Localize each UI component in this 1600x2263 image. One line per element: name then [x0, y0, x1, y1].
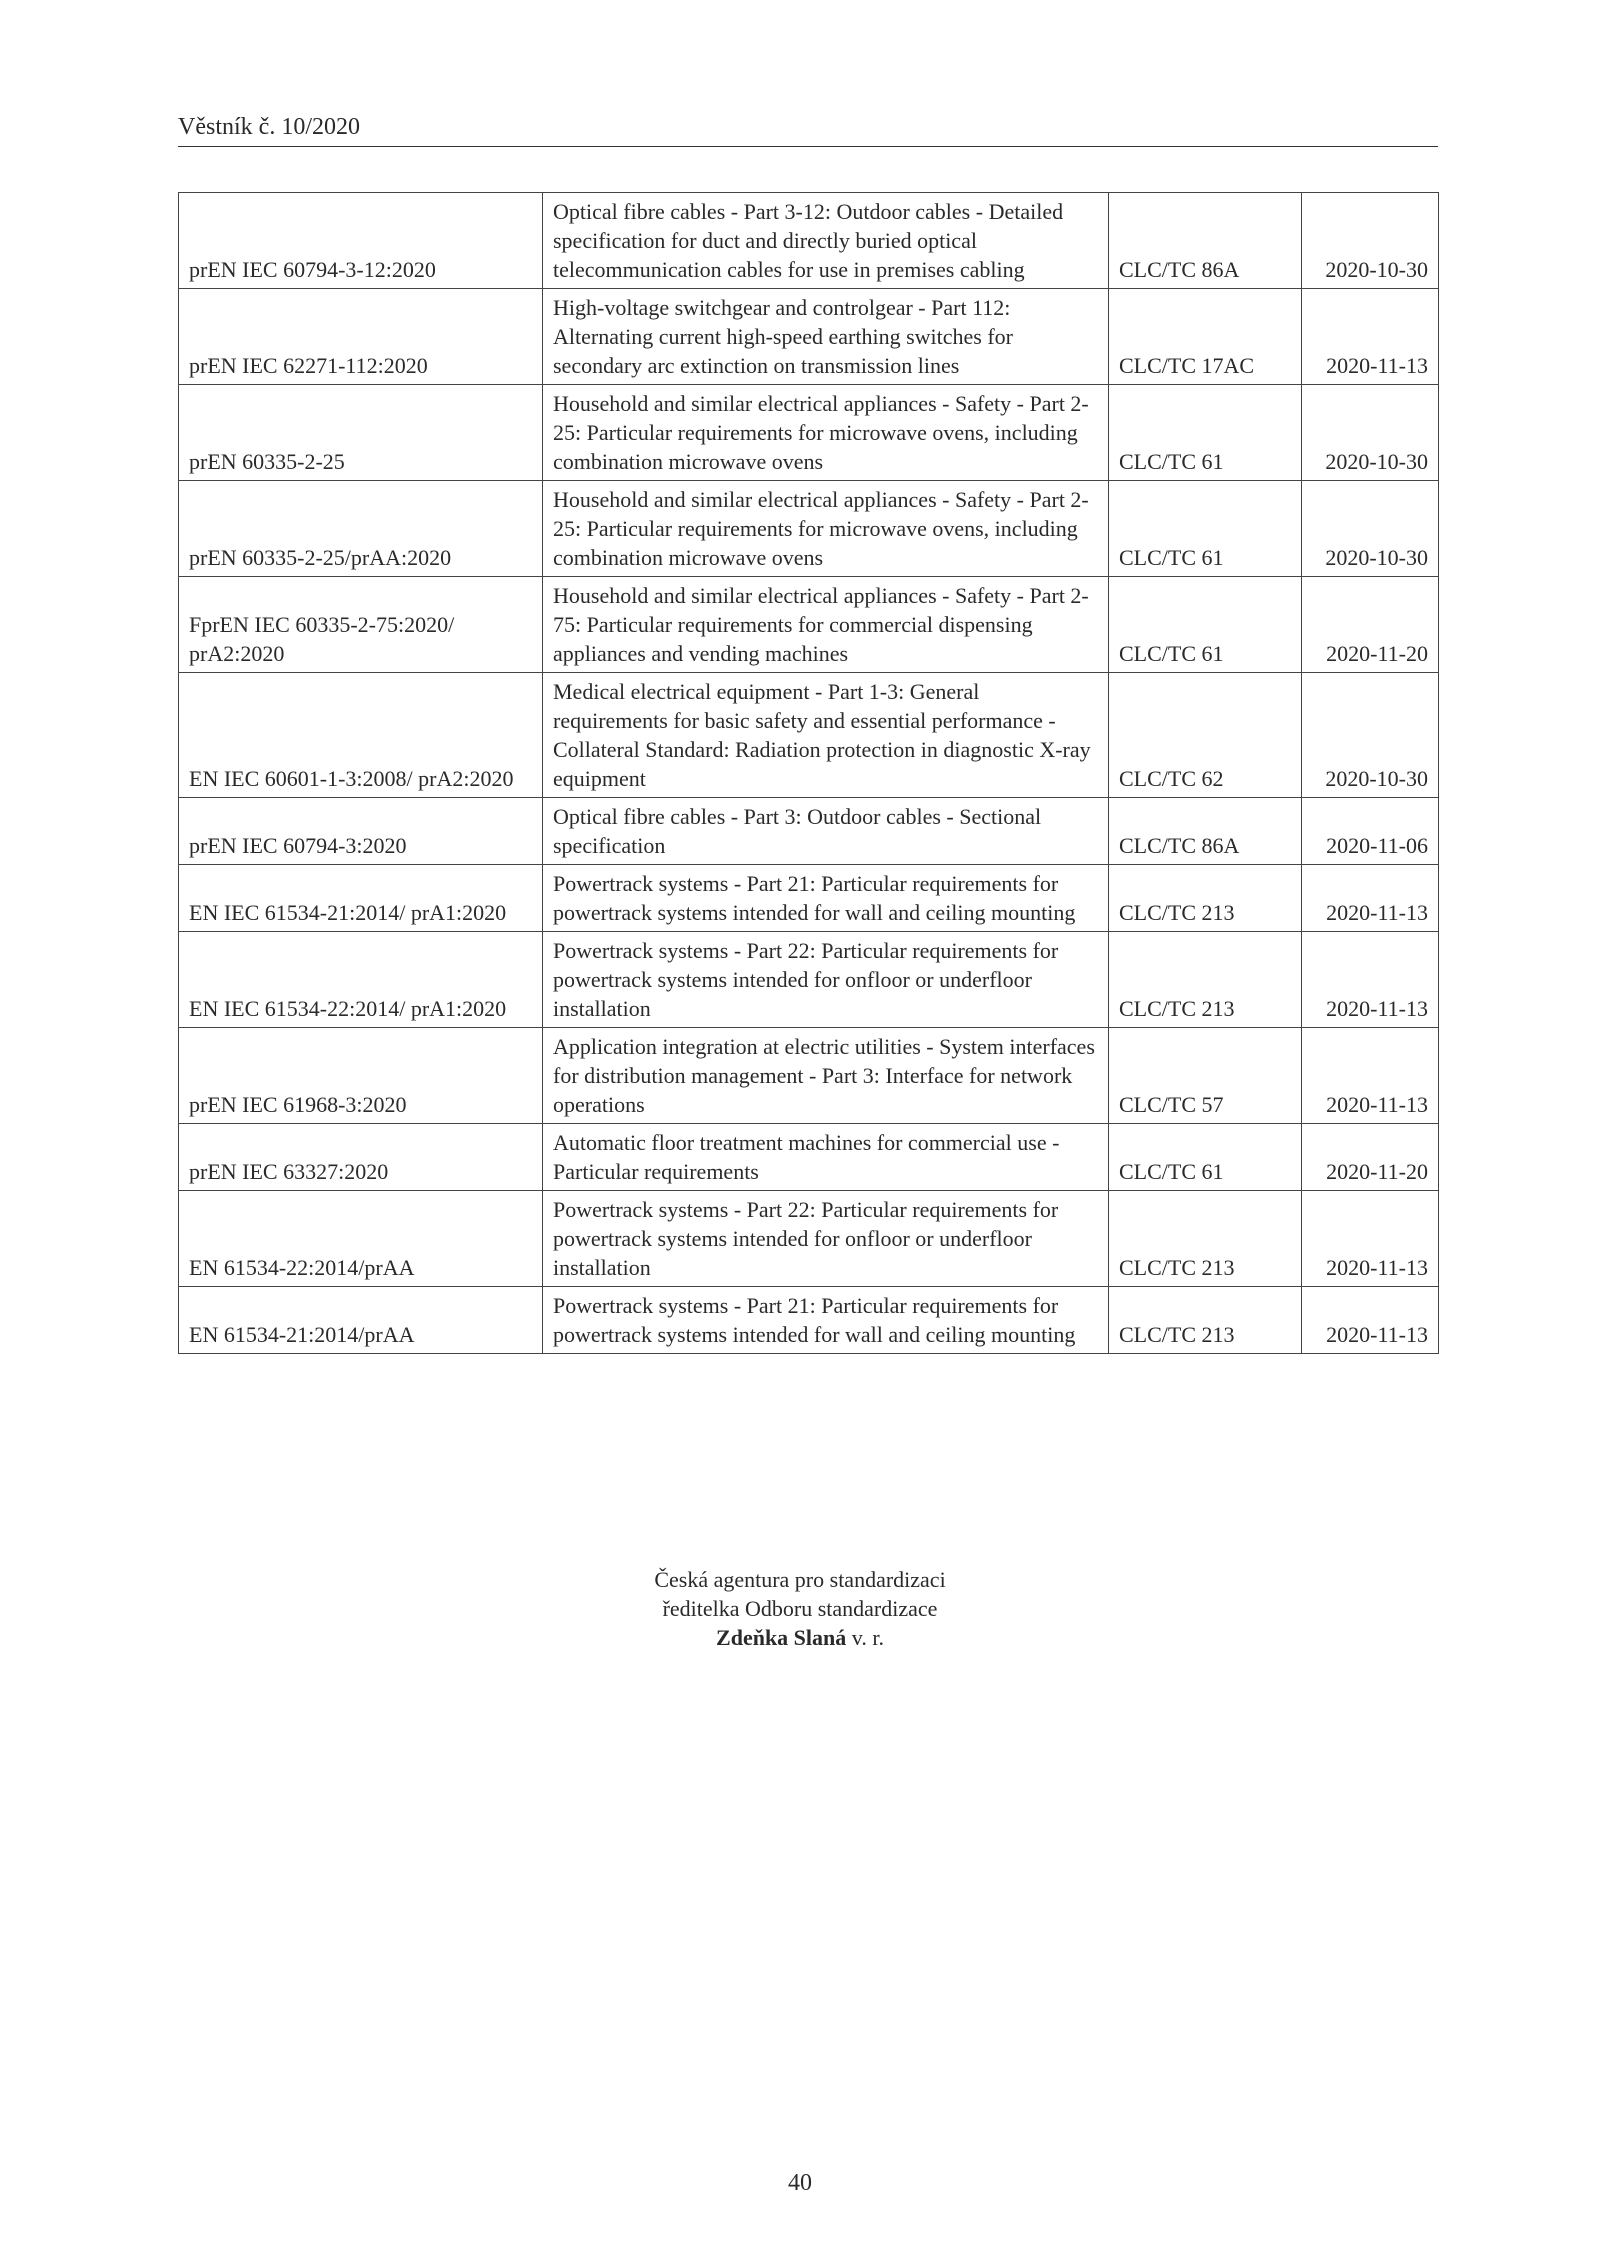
standard-title: Household and similar electrical appliances - Safety - Part 2-25: Particular requirements for microwave ovens, including combination microwave ovens [543, 481, 1109, 577]
technical-committee: CLC/TC 213 [1109, 865, 1302, 932]
standard-code: EN IEC 61534-21:2014/ prA1:2020 [179, 865, 543, 932]
signature-name: Zdeňka Slaná [716, 1625, 847, 1650]
standard-code: prEN IEC 62271-112:2020 [179, 289, 543, 385]
technical-committee: CLC/TC 86A [1109, 798, 1302, 865]
technical-committee: CLC/TC 61 [1109, 1124, 1302, 1191]
signature-suffix: v. r. [846, 1625, 884, 1650]
deadline-date: 2020-11-13 [1302, 865, 1439, 932]
table-row [179, 1287, 1439, 1354]
deadline-date: 2020-11-13 [1302, 1191, 1439, 1287]
deadline-date: 2020-10-30 [1302, 481, 1439, 577]
standard-title: Optical fibre cables - Part 3: Outdoor cables - Sectional specification [543, 798, 1109, 865]
standard-title: Household and similar electrical appliances - Safety - Part 2-25: Particular requirements for microwave ovens, including combination microwave ovens [543, 385, 1109, 481]
standard-title: Powertrack systems - Part 21: Particular requirements for powertrack systems intended for wall and ceiling mounting [543, 1287, 1109, 1354]
standard-code: FprEN IEC 60335-2-75:2020/ prA2:2020 [179, 577, 543, 673]
deadline-date: 2020-10-30 [1302, 385, 1439, 481]
table-row [179, 481, 1439, 577]
standard-title: Powertrack systems - Part 21: Particular requirements for powertrack systems intended for wall and ceiling mounting [543, 865, 1109, 932]
technical-committee: CLC/TC 213 [1109, 932, 1302, 1028]
deadline-date: 2020-10-30 [1302, 673, 1439, 798]
standards-table [178, 192, 1439, 1354]
technical-committee: CLC/TC 61 [1109, 577, 1302, 673]
deadline-date: 2020-11-13 [1302, 289, 1439, 385]
table-row [179, 1191, 1439, 1287]
table-row [179, 798, 1439, 865]
table-row [179, 865, 1439, 932]
technical-committee: CLC/TC 57 [1109, 1028, 1302, 1124]
standard-code: EN IEC 61534-22:2014/ prA1:2020 [179, 932, 543, 1028]
technical-committee: CLC/TC 62 [1109, 673, 1302, 798]
signature-block [0, 1565, 1600, 1652]
publication-title: Věstník č. 10/2020 [178, 114, 360, 140]
standard-code: prEN 60335-2-25 [179, 385, 543, 481]
table-row [179, 1028, 1439, 1124]
standard-code: EN IEC 60601-1-3:2008/ prA2:2020 [179, 673, 543, 798]
deadline-date: 2020-11-13 [1302, 1287, 1439, 1354]
table-row [179, 385, 1439, 481]
technical-committee: CLC/TC 86A [1109, 193, 1302, 289]
standard-title: Powertrack systems - Part 22: Particular requirements for powertrack systems intended for onfloor or underfloor installation [543, 1191, 1109, 1287]
standard-code: prEN 60335-2-25/prAA:2020 [179, 481, 543, 577]
standard-title: Optical fibre cables - Part 3-12: Outdoor cables - Detailed specification for duct and directly buried optical telecommunication cables for use in premises cabling [543, 193, 1109, 289]
signature-line [0, 1623, 1600, 1652]
table-row [179, 577, 1439, 673]
table-row [179, 1124, 1439, 1191]
deadline-date: 2020-11-20 [1302, 1124, 1439, 1191]
technical-committee: CLC/TC 61 [1109, 385, 1302, 481]
standard-code: prEN IEC 61968-3:2020 [179, 1028, 543, 1124]
signature-position: ředitelka Odboru standardizace [662, 1596, 938, 1621]
table-row [179, 673, 1439, 798]
standard-code: prEN IEC 60794-3:2020 [179, 798, 543, 865]
technical-committee: CLC/TC 61 [1109, 481, 1302, 577]
deadline-date: 2020-11-13 [1302, 1028, 1439, 1124]
standard-code: EN 61534-22:2014/prAA [179, 1191, 543, 1287]
deadline-date: 2020-10-30 [1302, 193, 1439, 289]
page-header [178, 112, 1438, 147]
standard-title: Automatic floor treatment machines for commercial use - Particular requirements [543, 1124, 1109, 1191]
standard-title: Medical electrical equipment - Part 1-3: General requirements for basic safety and essential performance - Collateral Standard: Radiation protection in diagnostic X-ray equipment [543, 673, 1109, 798]
standard-title: Application integration at electric utilities - System interfaces for distribution management - Part 3: Interface for network operations [543, 1028, 1109, 1124]
table-row [179, 289, 1439, 385]
standards-table-body [179, 193, 1439, 1354]
standard-code: prEN IEC 60794-3-12:2020 [179, 193, 543, 289]
page-number: 40 [788, 2170, 812, 2196]
standard-title: Powertrack systems - Part 22: Particular requirements for powertrack systems intended for onfloor or underfloor installation [543, 932, 1109, 1028]
standard-code: prEN IEC 63327:2020 [179, 1124, 543, 1191]
deadline-date: 2020-11-06 [1302, 798, 1439, 865]
table-row [179, 193, 1439, 289]
table-row [179, 932, 1439, 1028]
standard-title: Household and similar electrical appliances - Safety - Part 2-75: Particular requirements for commercial dispensing appliances and vending machines [543, 577, 1109, 673]
deadline-date: 2020-11-13 [1302, 932, 1439, 1028]
deadline-date: 2020-11-20 [1302, 577, 1439, 673]
technical-committee: CLC/TC 213 [1109, 1287, 1302, 1354]
signature-organization: Česká agentura pro standardizaci [654, 1567, 946, 1592]
standard-code: EN 61534-21:2014/prAA [179, 1287, 543, 1354]
technical-committee: CLC/TC 17AC [1109, 289, 1302, 385]
technical-committee: CLC/TC 213 [1109, 1191, 1302, 1287]
standard-title: High-voltage switchgear and controlgear - Part 112: Alternating current high-speed earthing switches for secondary arc extinction on transmission lines [543, 289, 1109, 385]
